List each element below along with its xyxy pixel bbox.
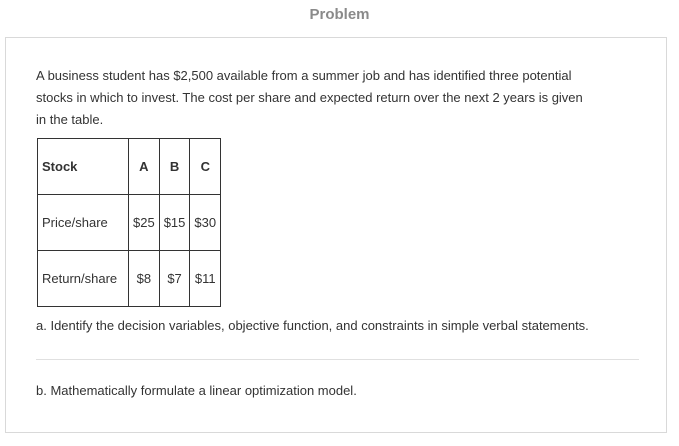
table-cell: $8 <box>129 251 160 307</box>
intro-line-2: stocks in which to invest. The cost per share and expected return over the next 2 years is given <box>36 90 583 105</box>
page-title: Problem <box>309 6 370 23</box>
part-a-question: a. Identify the decision variables, objective function, and constraints in simple verbal statements. <box>36 318 589 333</box>
divider <box>36 359 639 360</box>
table-row <box>38 195 221 251</box>
table-cell: $15 <box>159 195 190 251</box>
table-row <box>38 251 221 307</box>
table-cell: $7 <box>159 251 190 307</box>
table-cell: $11 <box>190 251 221 307</box>
problem-card <box>5 37 667 433</box>
intro-line-3: in the table. <box>36 112 104 127</box>
table-cell: $25 <box>129 195 160 251</box>
table-header-row <box>38 139 221 195</box>
table-header-cell: C <box>190 139 221 195</box>
table-header-cell: B <box>159 139 190 195</box>
table-cell: $30 <box>190 195 221 251</box>
stock-table <box>37 138 221 307</box>
table-header-cell: Stock <box>38 139 129 195</box>
problem-intro <box>36 65 646 131</box>
table-row-label: Price/share <box>38 195 129 251</box>
table-row-label: Return/share <box>38 251 129 307</box>
part-b-question: b. Mathematically formulate a linear optimization model. <box>36 383 357 398</box>
table-header-cell: A <box>129 139 160 195</box>
intro-line-1: A business student has $2,500 available from a summer job and has identified three potential <box>36 68 572 83</box>
